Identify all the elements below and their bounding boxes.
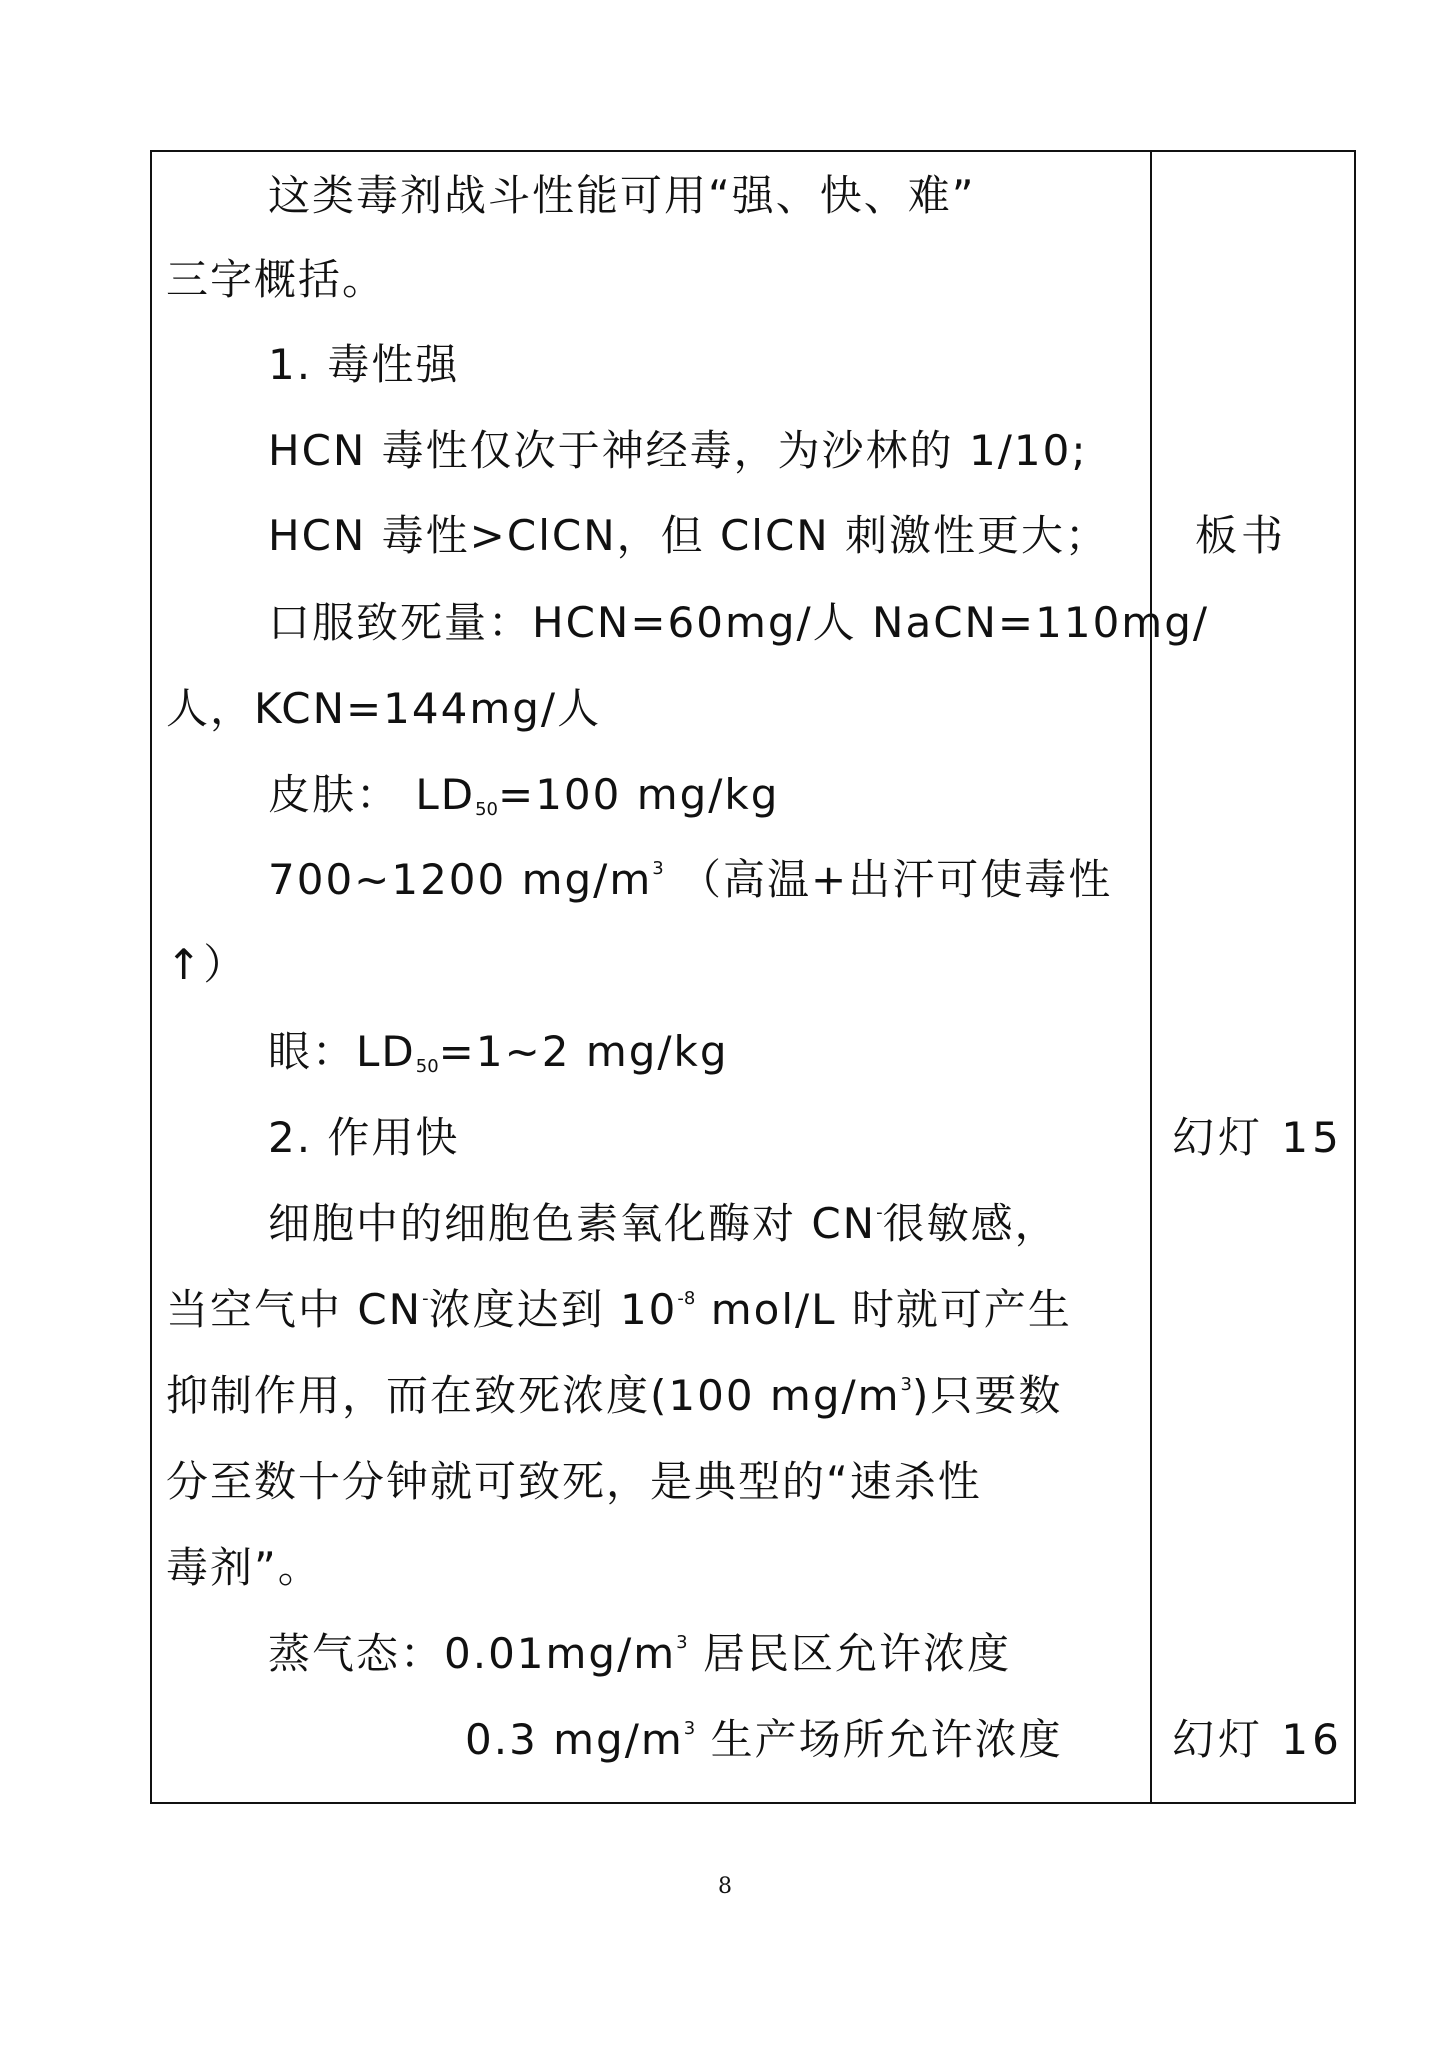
text-line-18-b: 居民区允许浓度 xyxy=(687,1629,1011,1678)
text-line-14 xyxy=(166,1280,1072,1340)
text-line-14-sup1: - xyxy=(422,1288,429,1309)
text-line-12: 2. 作用快 xyxy=(268,1113,460,1162)
text-line-9-a: 700~1200 mg/m xyxy=(268,855,653,904)
note-blackboard: 板书 xyxy=(1195,511,1288,560)
text-line-15 xyxy=(166,1366,1062,1426)
text-line-11-b: =1~2 mg/kg xyxy=(438,1027,729,1076)
text-line-8-b: =100 mg/kg xyxy=(498,770,780,819)
text-line-18-sup: 3 xyxy=(676,1632,688,1653)
text-line-3: 1. 毒性强 xyxy=(268,340,460,389)
text-line-8-sub: 50 xyxy=(475,799,498,820)
text-line-13-a: 细胞中的细胞色素氧化酶对 CN xyxy=(268,1199,877,1248)
text-line-15-b: )只要数 xyxy=(912,1371,1063,1420)
text-line-11-a: 眼：LD xyxy=(268,1027,416,1076)
text-line-13-sup: - xyxy=(876,1202,883,1223)
text-line-1: 这类毒剂战斗性能可用“强、快、难” xyxy=(268,171,976,220)
text-line-2: 三字概括。 xyxy=(166,255,387,304)
text-line-13 xyxy=(268,1194,1059,1254)
text-line-15-a: 抑制作用，而在致死浓度(100 mg/m xyxy=(166,1371,901,1420)
text-line-19-a: 0.3 mg/m xyxy=(465,1715,684,1764)
text-line-17: 毒剂”。 xyxy=(166,1543,322,1592)
note-slide-16: 幻灯 16 xyxy=(1172,1715,1343,1764)
text-line-19-b: 生产场所允许浓度 xyxy=(695,1715,1063,1764)
page-number: 8 xyxy=(718,1874,732,1899)
text-line-8-a: 皮肤： LD xyxy=(268,770,476,819)
text-line-16: 分至数十分钟就可致死，是典型的“速杀性 xyxy=(166,1457,982,1506)
text-line-11 xyxy=(268,1022,729,1082)
text-line-18-a: 蒸气态：0.01mg/m xyxy=(268,1629,677,1678)
text-line-14-c: mol/L 时就可产生 xyxy=(695,1285,1072,1334)
text-line-11-sub: 50 xyxy=(415,1056,439,1077)
text-line-15-sup: 3 xyxy=(900,1374,912,1395)
text-line-13-b: 很敏感， xyxy=(882,1199,1059,1248)
text-line-4: HCN 毒性仅次于神经毒，为沙林的 1/10; xyxy=(268,426,1088,475)
text-line-6: 口服致死量：HCN=60mg/人 NaCN=110mg/ xyxy=(268,598,1210,647)
text-line-5: HCN 毒性>ClCN，但 ClCN 刺激性更大； xyxy=(268,511,1110,560)
table-frame xyxy=(150,150,1356,1804)
text-line-7: 人，KCN=144mg/人 xyxy=(166,684,602,733)
text-line-19 xyxy=(465,1710,1063,1770)
text-line-19-sup: 3 xyxy=(683,1718,696,1739)
text-line-9 xyxy=(268,850,1112,910)
note-slide-15: 幻灯 15 xyxy=(1172,1113,1343,1162)
text-line-10: ↑） xyxy=(166,940,248,989)
text-line-9-sup: 3 xyxy=(652,858,664,879)
text-line-18 xyxy=(268,1624,1011,1684)
text-line-14-b: 浓度达到 10 xyxy=(428,1285,678,1334)
text-line-14-a: 当空气中 CN xyxy=(166,1285,423,1334)
text-line-9-b: （高温+出汗可使毒性 xyxy=(663,855,1113,904)
text-line-14-sup2: -8 xyxy=(677,1288,696,1309)
column-divider xyxy=(1150,150,1152,1804)
text-line-8 xyxy=(268,765,779,825)
